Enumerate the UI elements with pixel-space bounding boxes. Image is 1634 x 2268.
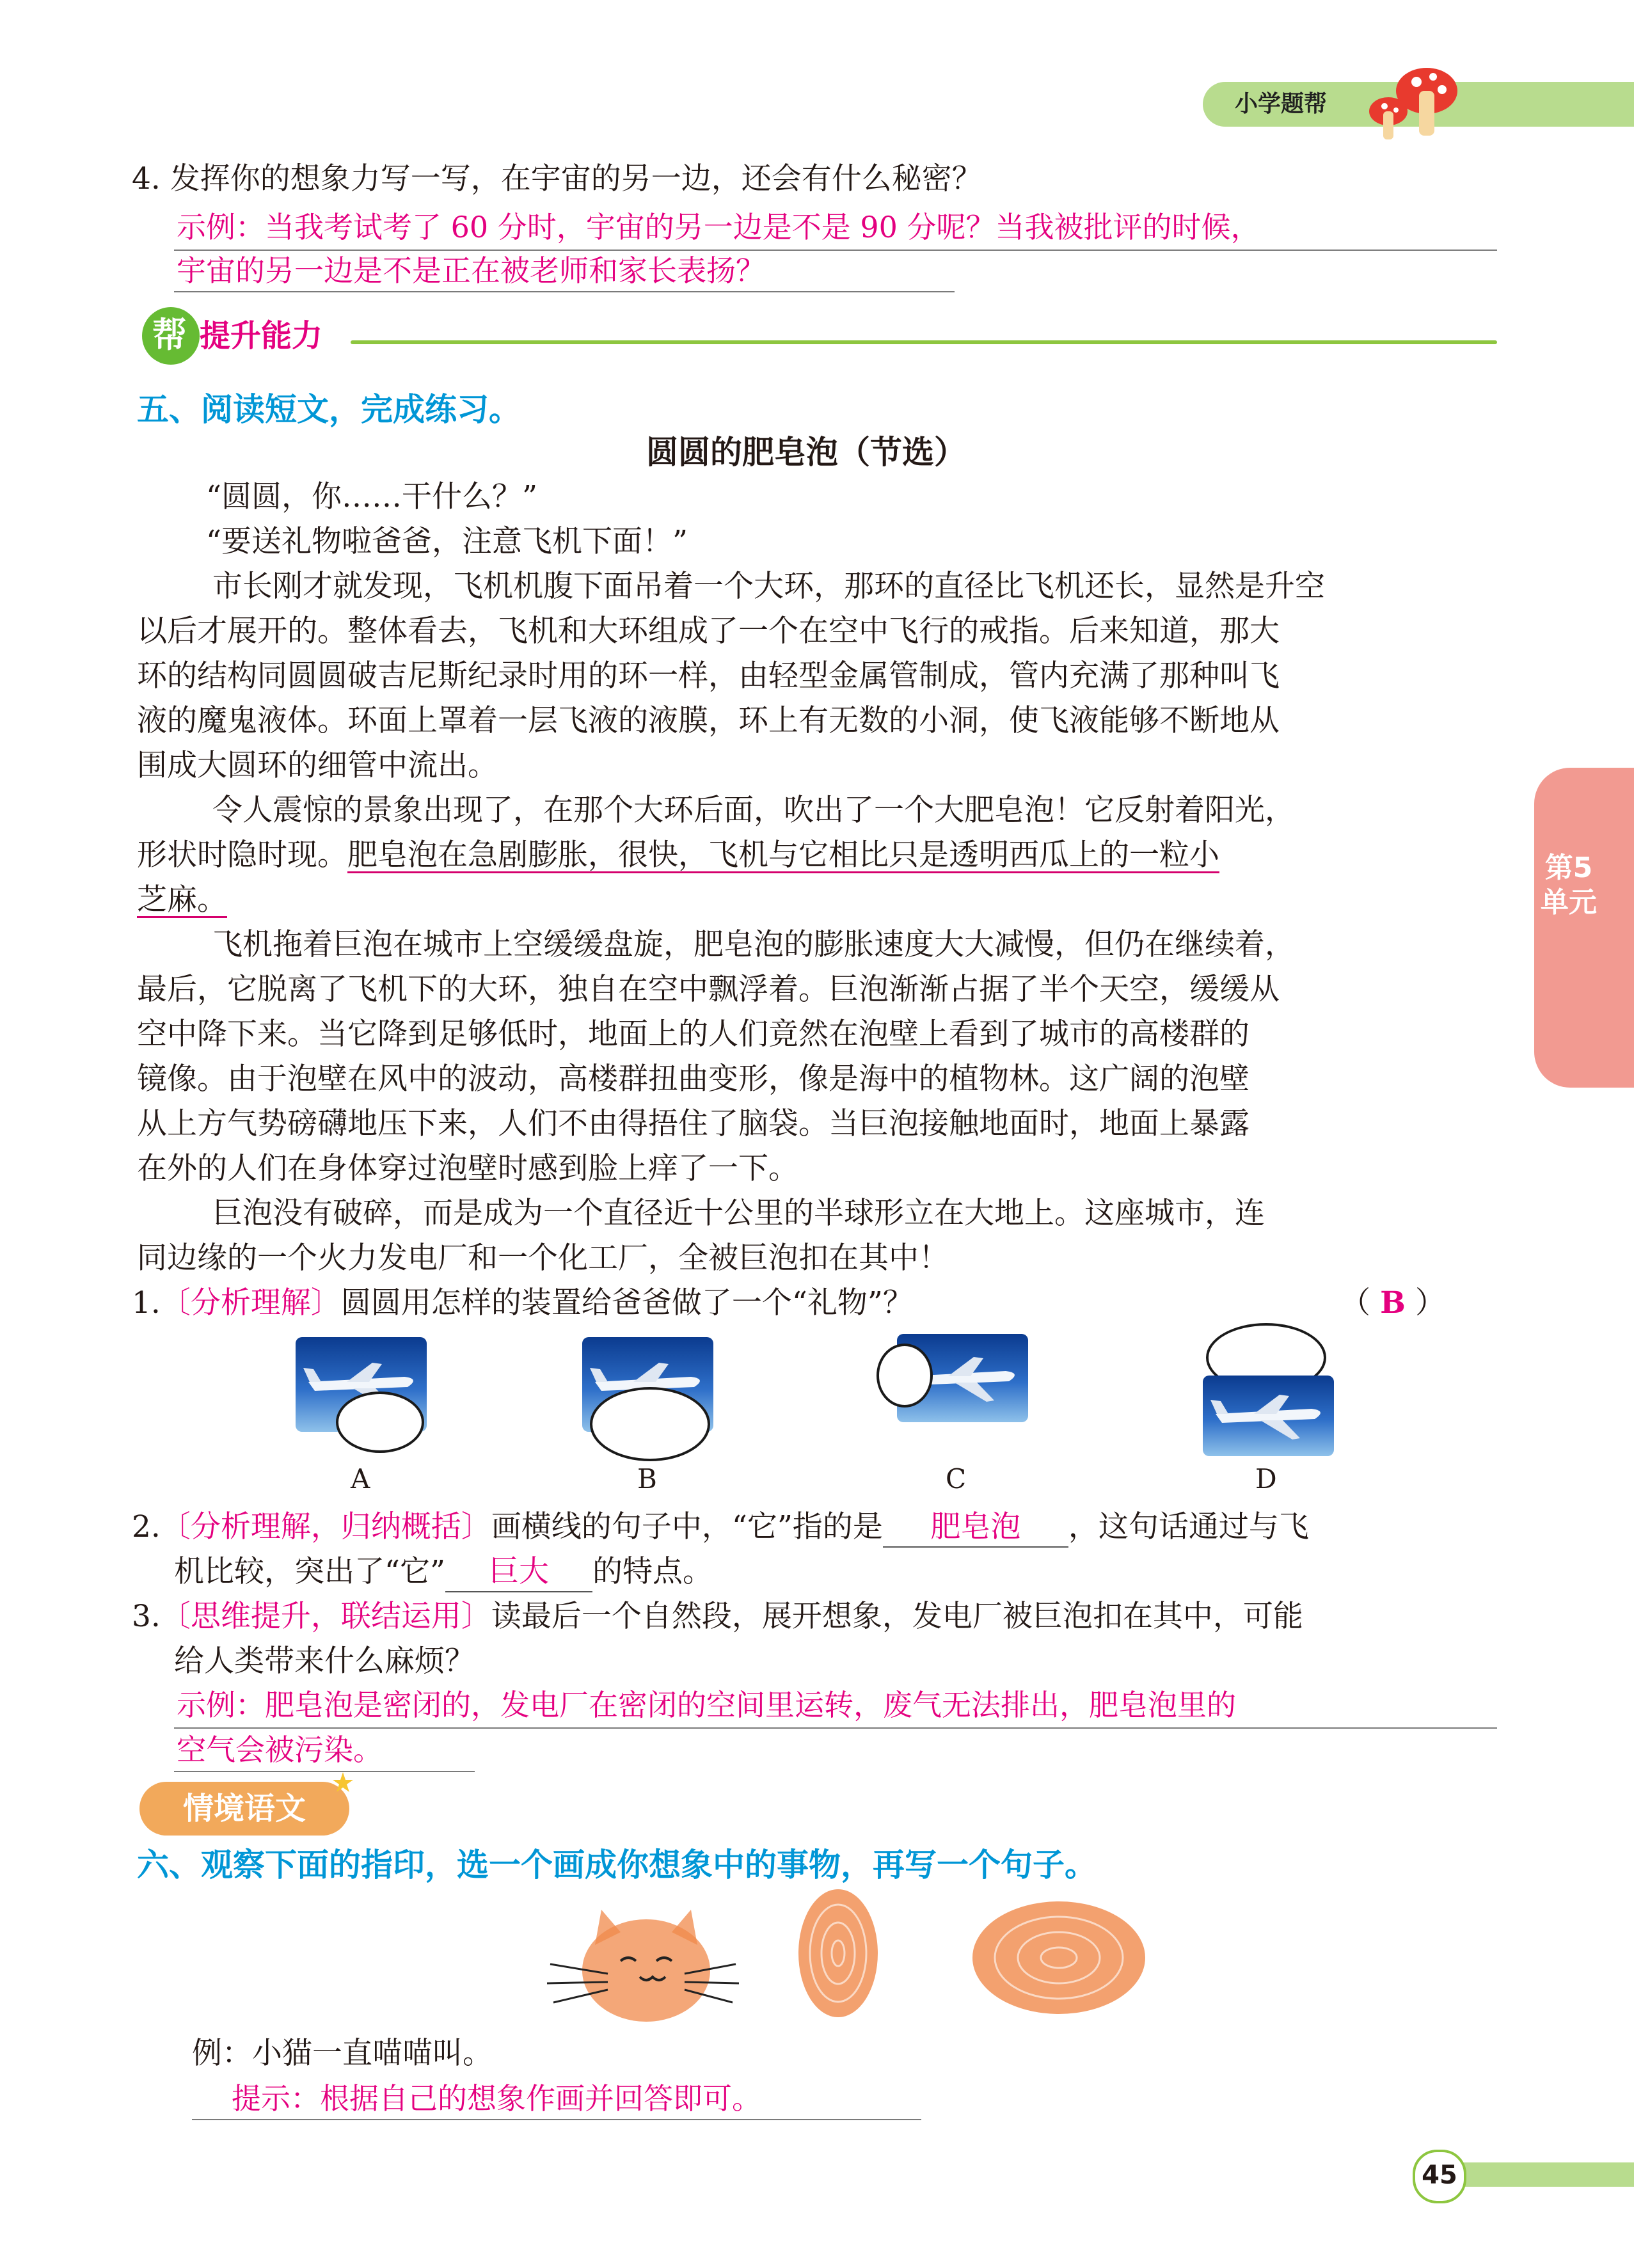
q2-line1: [132, 1505, 1309, 1550]
option-d-image: [1203, 1376, 1334, 1456]
star-icon: [331, 1771, 354, 1794]
banner-char: 帮: [152, 315, 187, 355]
fingerprint-wide-icon: [969, 1897, 1148, 2018]
story-line: 同边缘的一个火力发电厂和一个化工厂，全被巨泡扣在其中！: [137, 1241, 949, 1276]
q2-text-a: 画横线的句子中，“它”指的是: [491, 1509, 883, 1544]
story-plain-segment: 形状时隐时现。: [137, 837, 347, 873]
section6-hint: 提示：根据自己的想象作画并回答即可。: [232, 2081, 761, 2116]
q4-question: 4. 发挥你的想象力写一写，在宇宙的另一边，还会有什么秘密？: [132, 161, 982, 196]
option-c-bubble: [876, 1344, 933, 1408]
story-line: 令人震惊的景象出现了，在那个大环后面，吹出了一个大肥皂泡！它反射着阳光，: [212, 793, 1295, 828]
story-line-underlined-end: [137, 878, 227, 923]
story-line: “要送礼物啦爸爸，注意飞机下面！”: [206, 524, 688, 559]
unit-tab-label: 第5单元: [1541, 852, 1597, 919]
q3-answer-line1: 示例：肥皂泡是密闭的，发电厂在密闭的空间里运转，废气无法排出，肥皂泡里的: [177, 1688, 1236, 1722]
story-line: 最后，它脱离了飞机下的大环，独自在空中飘浮着。巨泡渐渐占据了半个天空，缓缓从: [137, 972, 1280, 1007]
q3-line1: [132, 1594, 1303, 1639]
story-line: 在外的人们在身体穿过泡壁时感到脸上痒了一下。: [137, 1151, 798, 1186]
q1-paren-open: （: [1340, 1285, 1370, 1320]
q4-answer-line1: 示例：当我考试考了 60 分时，宇宙的另一边是不是 90 分呢？当我被批评的时候，: [177, 210, 1260, 244]
option-b-bubble: [590, 1387, 710, 1461]
footer-bar: [1440, 2162, 1634, 2187]
story-line: 飞机拖着巨泡在城市上空缓缓盘旋，肥皂泡的膨胀速度大大减慢，但仍在继续着，: [212, 927, 1295, 962]
q1-text: 圆圆用怎样的装置给爸爸做了一个“礼物”？: [340, 1285, 913, 1320]
story-line: 巨泡没有破碎，而是成为一个直径近十公里的半球形立在大地上。这座城市，连: [212, 1196, 1265, 1231]
unit-tab: [1534, 768, 1634, 1088]
q2-answer1: 肥皂泡: [883, 1508, 1068, 1548]
q3-answer-line2: 空气会被污染。: [177, 1733, 383, 1767]
option-d-label: D: [1255, 1463, 1277, 1495]
q2-tag: 〔分析理解，归纳概括〕: [160, 1509, 491, 1544]
story-line: “圆圆，你……干什么？”: [206, 479, 538, 514]
q1-paren-close: ）: [1415, 1285, 1445, 1320]
q3-text-a: 读最后一个自然段，展开想象，发电厂被巨泡扣在其中，可能: [491, 1599, 1303, 1634]
story-line: 从上方气势磅礴地压下来，人们不由得捂住了脑袋。当巨泡接触地面时，地面上暴露: [137, 1106, 1249, 1141]
q1-answer-paren: [1340, 1281, 1445, 1326]
q4-answer-rule2: [174, 291, 955, 292]
q4-answer-line2: 宇宙的另一边是不是正在被老师和家长表扬？: [177, 253, 765, 288]
option-c-label: C: [946, 1463, 967, 1495]
page-number: 45: [1422, 2161, 1457, 2190]
story-line: 镜像。由于泡壁在风中的波动，高楼群扭曲变形，像是海中的植物林。这广阔的泡壁: [137, 1061, 1249, 1097]
section6-title: 六、观察下面的指印，选一个画成你想象中的事物，再写一个句子。: [137, 1846, 1097, 1883]
story-line-underlined-start: [137, 833, 1219, 878]
q2-text-c: 机比较，突出了“它”: [174, 1554, 446, 1589]
story-line: 环的结构同圆圆破吉尼斯纪录时用的环一样，由轻型金属管制成，管内充满了那种叫飞: [137, 658, 1280, 694]
option-a-bubble: [336, 1392, 424, 1453]
q2-answer2: 巨大: [445, 1553, 592, 1592]
story-title: 圆圆的肥皂泡（节选）: [646, 434, 966, 471]
banner-label: 提升能力: [200, 318, 323, 354]
story-line: 空中降下来。当它降到足够低时，地面上的人们竟然在泡壁上看到了城市的高楼群的: [137, 1017, 1249, 1052]
story-line: 围成大圆环的细管中流出。: [137, 748, 498, 783]
q2-line2: [174, 1550, 713, 1594]
story-line: 以后才展开的。整体看去，飞机和大环组成了一个在空中飞行的戒指。后来知道，那大: [137, 614, 1280, 649]
q1-answer: B: [1380, 1285, 1406, 1320]
q1-tag: 〔分析理解〕: [160, 1285, 341, 1320]
q2-text-d: 的特点。: [592, 1554, 713, 1589]
header-title: 小学题帮: [1235, 91, 1328, 117]
fingerprint-oval-icon: [793, 1884, 883, 2022]
story-line: 市长刚才就发现，飞机机腹下面吊着一个大环，那环的直径比飞机还长，显然是升空: [212, 569, 1325, 604]
q3-text-b: 给人类带来什么麻烦？: [174, 1644, 475, 1679]
q1-number: 1.: [132, 1285, 161, 1320]
situation-label: 情境语文: [182, 1791, 306, 1827]
q2-text-b: ，这句话通过与飞: [1068, 1509, 1309, 1544]
section6-answer-rule: [192, 2119, 921, 2120]
q3-number: 3.: [132, 1599, 161, 1634]
section5-title: 五、阅读短文，完成练习。: [137, 391, 521, 428]
option-a-label: A: [351, 1463, 370, 1495]
q3-tag: 〔思维提升，联结运用〕: [160, 1599, 491, 1634]
section6-example: 例：小猫一直喵喵叫。: [192, 2036, 493, 2071]
mushroom-icon: [1363, 59, 1459, 142]
q2-number: 2.: [132, 1509, 161, 1544]
story-line: 液的魔鬼液体。环面上罩着一层飞液的液膜，环上有无数的小洞，使飞液能够不断地从: [137, 703, 1280, 738]
q3-answer-rule2: [174, 1771, 475, 1772]
story-underlined-sentence: 肥皂泡在急剧膨胀，很快，飞机与它相比只是透明西瓜上的一粒小: [347, 837, 1219, 873]
story-underlined-sentence-end: 芝麻。: [137, 882, 227, 917]
fingerprint-cat-icon: [537, 1894, 742, 2028]
q1-line: [132, 1281, 913, 1326]
option-b-label: B: [637, 1463, 657, 1495]
banner-line: [351, 340, 1497, 344]
